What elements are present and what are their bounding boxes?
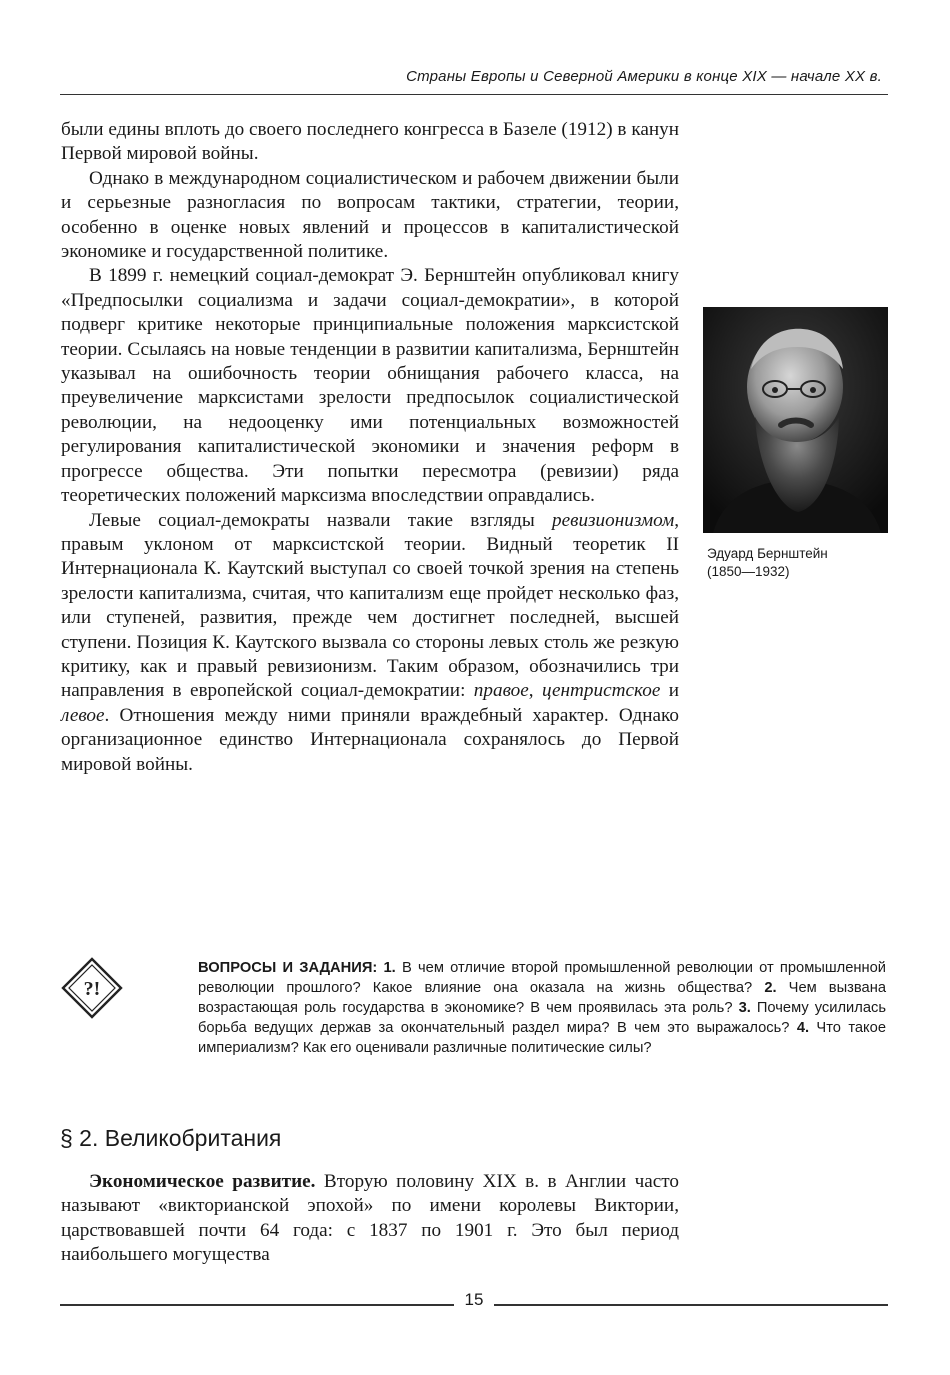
paragraph: Однако в международном социалистическом и рабочем движении были и серьезные разногласия по вопросам тактики, стратегии, теории, особенно в оценке новых явлений и процессов в капиталистической экономике и государственной политике. [61, 167, 679, 263]
page-number: 15 [464, 1290, 484, 1309]
section-text [61, 1170, 679, 1268]
paragraph: В 1899 г. немецкий социал-демократ Э. Бернштейн опубликовал книгу «Предпосылки социализма и задачи социал-демократии», в которой подверг критике некоторые принципиальные положения марксистской теории. Ссылаясь на новые тенденции в развитии капитализма, Бернштейн указывал на ошибочность теории обнищания рабочего класса, на преувеличение марксистами зрелости предпосылок социалистической революции, на недооценку ими потенциальных возможностей регулирования капиталистической экономики и значения реформ в прогрессе общества. Эти попытки пересмотра (ревизии) ряда теоретических положений марксизма впоследствии оправдались. [61, 265, 679, 507]
paragraph: Левые социал-демократы назвали такие взгляды ревизионизмом, правым уклоном от марксистской теории. Видный теоретик II Интернационала К. Каутский выступал со своей точкой зрения на степень зрелости капитализма, считая, что капитализм еще пройдет несколько фаз, или ступеней, развития, прежде чем достигнет последней, высшей ступени. Позиция К. Каутского вызвала со стороны левых столь же резкую критику, как и правый ревизионизм. Таким образом, обозначились три направления в европейской социал-демократии: правое, центристское и левое. Отношения между ними приняли враждебный характер. Однако организационное единство Интернационала сохранялось до Первой мировой войны. [61, 509, 679, 775]
main-text [61, 118, 679, 777]
footer-rule-left [60, 1304, 454, 1306]
caption-years: (1850—1932) [707, 564, 790, 579]
caption-name: Эдуард Бернштейн [707, 546, 828, 561]
term-left: левое [61, 704, 105, 726]
portrait-caption [707, 545, 887, 581]
term-right: правое [473, 680, 529, 702]
term-revisionism: ревизионизмом [552, 509, 675, 531]
questions-label: ВОПРОСЫ И ЗАДАНИЯ: [198, 960, 378, 976]
portrait-photo [703, 307, 888, 533]
questions-block: ВОПРОСЫ И ЗАДАНИЯ: 1. В чем отличие второй промышленной революции от промышленной революции прошлого? Какое влияние она оказала на жизнь общества? 2. Чем вызвана возрастающая роль государства в экономике? В чем проявилась эта роль? 3. Почему усилилась борьба ведущих держав за окончательный раздел мира? В чем это выражалось? 4. Что такое империализм? Как его оценивали различные политические силы? [198, 960, 886, 1056]
term-centrist: центристское [541, 680, 661, 702]
running-title: Страны Европы и Северной Америки в конце XIX — начале XX в. [406, 68, 882, 85]
questions-icon [60, 956, 124, 1020]
footer-rule-right [494, 1304, 888, 1306]
svg-text:?!: ?! [83, 978, 101, 1000]
paragraph: были едины вплоть до своего последнего конгресса в Базеле (1912) в канун Первой мировой войны. [61, 119, 679, 165]
paragraph-lead: Экономическое развитие. [89, 1171, 316, 1192]
paragraph: Экономическое развитие. Вторую половину XIX в. в Англии часто называют «викторианской эпохой» по имени королевы Виктории, царствовавшей почти 64 года: с 1837 по 1901 г. Это был период наибольшего могущества [61, 1171, 679, 1266]
page-footer [60, 1290, 888, 1316]
section-title: § 2. Великобритания [60, 1125, 282, 1151]
running-header [60, 68, 888, 95]
